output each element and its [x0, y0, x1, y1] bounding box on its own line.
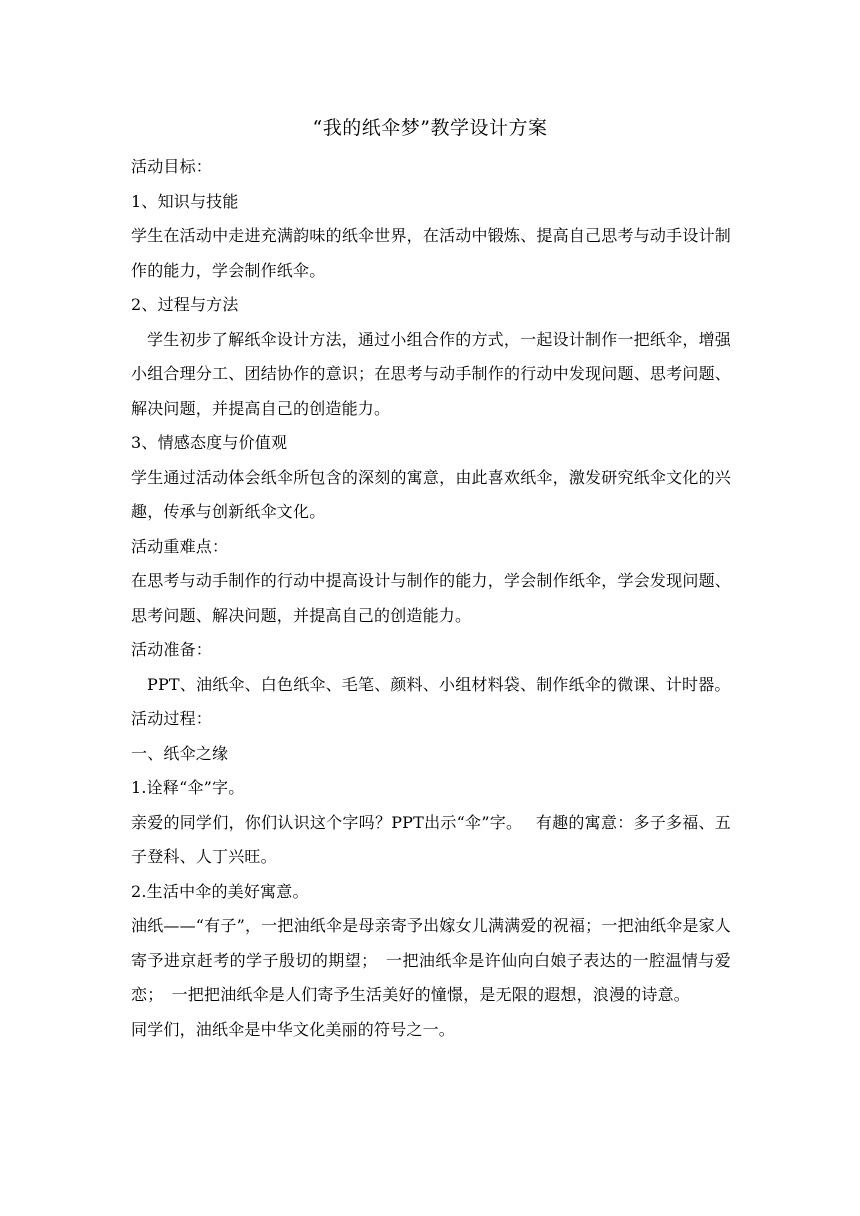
subheading-umbrella-origin: 一、纸伞之缘 — [131, 743, 229, 763]
document-body — [131, 150, 731, 1047]
item-umbrella-meaning: 2.生活中伞的美好寓意。 — [131, 881, 309, 901]
subheading-process-method: 2、过程与方法 — [131, 295, 239, 314]
paragraph-knowledge-skills: 学生在活动中走进充满韵味的纸伞世界，在活动中锻炼、提高自己思考与动手设计制作的能力，学会制作纸伞。 — [131, 226, 731, 280]
item-interpret-character: 1.诠释“伞”字。 — [131, 778, 245, 797]
paragraph-key-points: 在思考与动手制作的行动中提高设计与制作的能力，学会制作纸伞，学会发现问题、思考问题、解决问题，并提高自己的创造能力。 — [131, 571, 731, 625]
section-heading-preparation: 活动准备： — [131, 640, 213, 659]
paragraph-umbrella-meaning: 油纸——“有子”，一把油纸伞是母亲寄予出嫁女儿满满爱的祝福；一把油纸伞是家人寄予进京赶考的学子殷切的期望； 一把油纸伞是许仙向白娘子表达的一腔温情与爱恋； 一把把油纸伞是人们寄予生活美好的憧憬，是无限的遐想，浪漫的诗意。 — [131, 916, 731, 1004]
paragraph-preparation: PPT、油纸伞、白色纸伞、毛笔、颜料、小组材料袋、制作纸伞的微课、计时器。 — [147, 674, 731, 694]
subheading-emotion-values: 3、情感态度与价值观 — [131, 433, 288, 452]
paragraph-process-method: 学生初步了解纸伞设计方法，通过小组合作的方式，一起设计制作一把纸伞，增强小组合理分工、团结协作的意识；在思考与动手制作的行动中发现问题、思考问题、解决问题，并提高自己的创造能力。 — [131, 329, 731, 418]
section-heading-activity-goals: 活动目标： — [131, 157, 213, 176]
paragraph-cultural-symbol: 同学们，油纸伞是中华文化美丽的符号之一。 — [131, 1019, 456, 1039]
section-heading-process: 活动过程： — [131, 709, 213, 728]
subheading-knowledge-skills: 1、知识与技能 — [131, 191, 239, 211]
paragraph-emotion-values: 学生通过活动体会纸伞所包含的深刻的寓意，由此喜欢纸伞，激发研究纸伞文化的兴趣，传承与创新纸伞文化。 — [131, 467, 731, 521]
paragraph-interpret-character: 亲爱的同学们，你们认识这个字吗？PPT出示“伞”字。 有趣的寓意：多子多福、五子登科、人丁兴旺。 — [131, 812, 731, 866]
section-heading-key-points: 活动重难点： — [131, 536, 229, 556]
document-title: “我的纸伞梦”教学设计方案 — [312, 117, 548, 139]
